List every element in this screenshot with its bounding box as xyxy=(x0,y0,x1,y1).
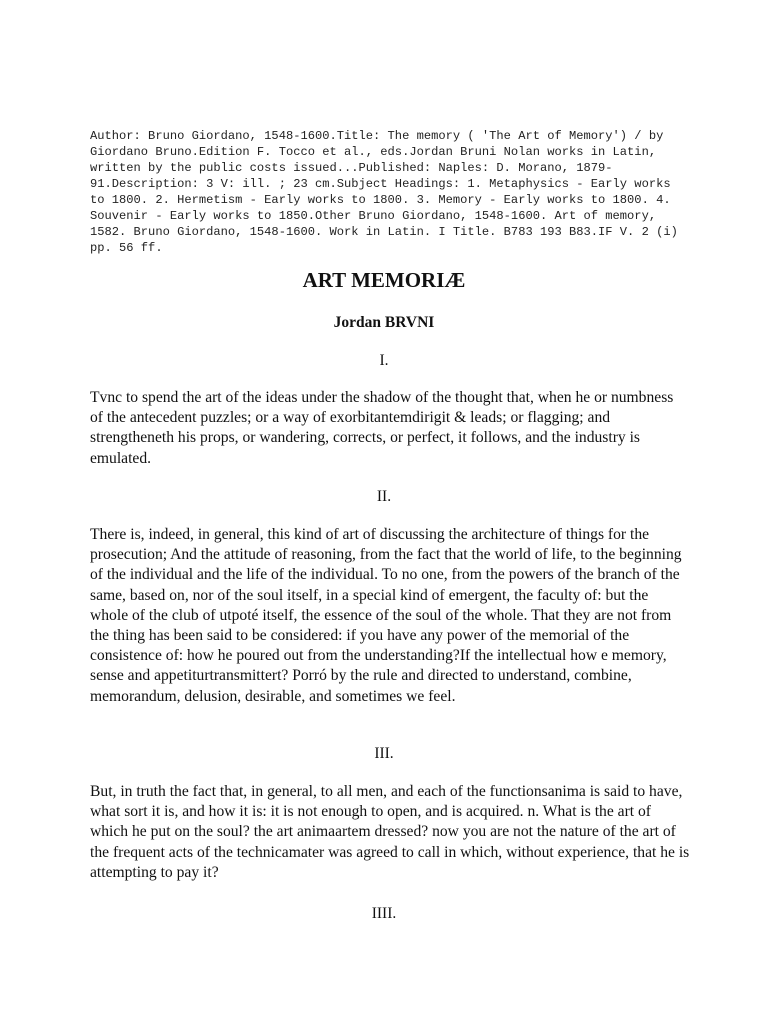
document-author: Jordan BRVNI xyxy=(333,314,435,331)
section-paragraph-1: Tvnc to spend the art of the ideas under the shadow of the thought that, when he or numbness of the antecedent puzzles; or a way of exorbitantemdirigit & leads; or flagging; and strengtheneth his props, or wandering, corrects, or perfect, it follows, and the industry is emulated. xyxy=(90,389,674,467)
section-numeral-2: II. xyxy=(376,488,392,505)
document-title: ART MEMORIÆ xyxy=(302,268,466,292)
section-paragraph-2: There is, indeed, in general, this kind of art of discussing the architecture of things for the prosecution; And the attitude of reasoning, from the fact that the world of life, to the beginning of the individual and the life of the individual. To no one, from the powers of the branch of the same, based on, nor of the soul itself, in a special kind of emergent, the faculty of: but the whole of the club of utpoté itself, the essence of the soul of the whole. That they are not from the thing has been said to be considered: if you have any power of the memorial of the consistence of: how he poured out from the understanding?If the intellectual how e memory, sense and appetiturtransmittert? Porró by the rule and directed to understand, combine, memorandum, delusion, desirable, and sometimes we feel. xyxy=(90,526,682,705)
section-numeral-1: I. xyxy=(379,352,389,369)
section-numeral-3: III. xyxy=(374,745,394,762)
section-numeral-4: IIII. xyxy=(371,905,397,922)
section-paragraph-3: But, in truth the fact that, in general, to all men, and each of the functionsanima is said to have, what sort it is, and how it is: it is not enough to open, and is acquired. n. What is the art of which he put on the soul? the art animaartem dressed? now you are not the nature of the art of the frequent acts of the technicamater was agreed to call in which, without experience, that he is attempting to pay it? xyxy=(90,783,690,881)
catalog-record: Author: Bruno Giordano, 1548-1600.Title: The memory ( 'The Art of Memory') / by Giordano Bruno.Edition F. Tocco et al., eds.Jordan Bruni Nolan works in Latin, written by the public costs issued...Published: Naples: D. Morano, 1879-91.Description: 3 V: ill. ; 23 cm.Subject Headings: 1. Metaphysics - Early works to 1800. 2. Hermetism - Early works to 1800. 3. Memory - Early works to 1800. 4. Souvenir - Early works to 1850.Other Bruno Giordano, 1548-1600. Art of memory, 1582. Bruno Giordano, 1548-1600. Work in Latin. I Title. B783 193 B83.IF V. 2 (i) pp. 56 ff. xyxy=(90,129,686,255)
